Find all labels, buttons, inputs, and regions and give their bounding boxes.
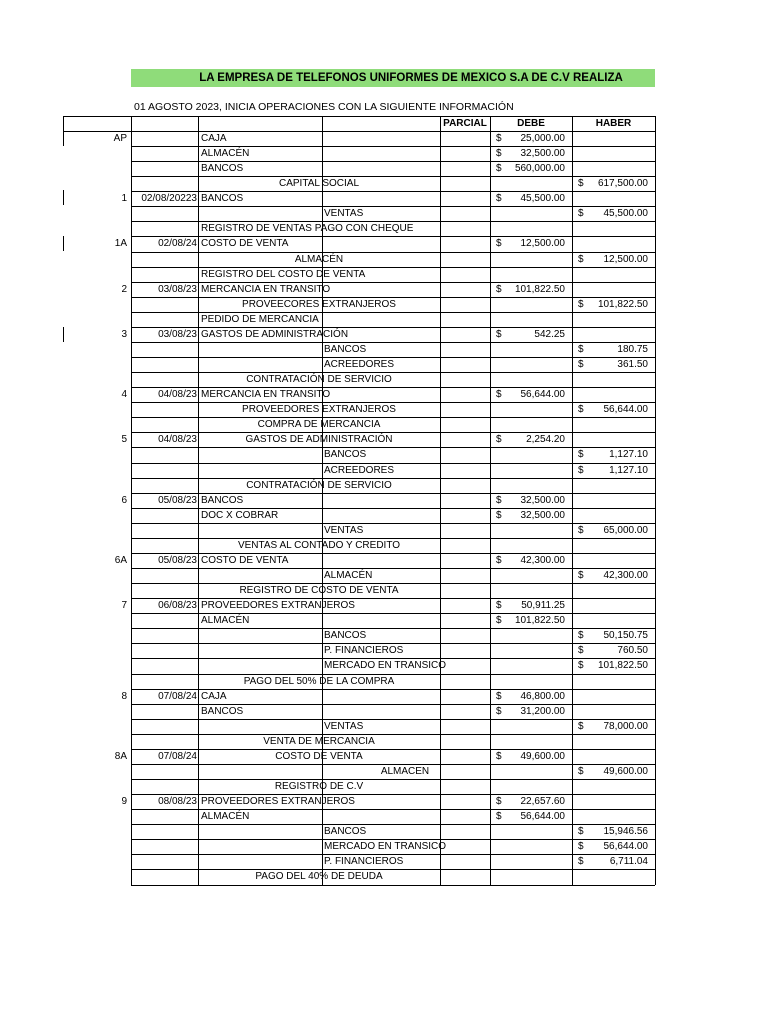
margin-mark xyxy=(63,236,64,251)
account-name: DOC X COBRAR xyxy=(201,509,279,521)
debe-currency: $ xyxy=(496,705,502,717)
entry-ref: 8A xyxy=(114,750,127,762)
entry-date: 02/08/24 xyxy=(158,238,197,250)
haber-currency: $ xyxy=(578,524,584,536)
centered-label: CONTRATACIÓN DE SERVICIO xyxy=(246,374,392,386)
haber-amount: 760.50 xyxy=(617,645,648,657)
debe-amount: 560,000.00 xyxy=(514,163,565,175)
haber-amount: 180.75 xyxy=(617,343,648,355)
debe-currency: $ xyxy=(496,238,502,250)
debe-amount: 25,000.00 xyxy=(520,133,565,144)
centered-label: PROVEECORES EXTRANJEROS xyxy=(242,298,396,310)
centered-label: PAGO DEL 40% DE DEUDA xyxy=(255,871,383,883)
credit-account-name: BANCOS xyxy=(324,449,367,461)
debe-currency: $ xyxy=(496,796,502,808)
haber-amount: 6,711.04 xyxy=(609,856,648,868)
credit-account-name: ALMACÉN xyxy=(324,570,373,582)
entry-ref: 6A xyxy=(114,554,127,566)
account-name: COSTO DE VENTA xyxy=(201,238,289,250)
haber-amount: 65,000.00 xyxy=(603,524,648,536)
entry-ref: 6 xyxy=(121,494,127,506)
account-name: BANCOS xyxy=(201,494,244,506)
debe-amount: 2,254.20 xyxy=(526,434,565,446)
header-col-line-4 xyxy=(440,116,441,131)
debe-amount: 32,500.00 xyxy=(520,494,565,506)
debe-currency: $ xyxy=(496,750,502,762)
debe-amount: 101,822.50 xyxy=(514,615,565,627)
haber-amount: 1,127.10 xyxy=(609,464,648,476)
debe-amount: 56,644.00 xyxy=(520,389,565,401)
entry-date: 04/08/23 xyxy=(158,434,197,446)
haber-amount: 49,600.00 xyxy=(603,765,648,777)
col-line-6 xyxy=(655,131,656,885)
account-name: ALMACÉN xyxy=(201,811,250,823)
debe-amount: 101,822.50 xyxy=(514,283,565,295)
entry-ref: 9 xyxy=(121,796,127,808)
credit-account-name: VENTAS xyxy=(324,720,364,732)
entry-ref: AP xyxy=(113,133,127,144)
account-name: GASTOS DE ADMINISTRACIÓN xyxy=(201,328,349,340)
account-name: MERCANCIA EN TRANSITO xyxy=(201,283,331,295)
credit-account-name: MERCADO EN TRANSICO xyxy=(324,660,447,672)
header-parcial: PARCIAL xyxy=(443,118,487,129)
account-name: PEDIDO DE MERCANCIA xyxy=(201,313,319,325)
debe-currency: $ xyxy=(496,148,502,160)
account-name: PROVEEDORES EXTRANJEROS xyxy=(201,600,355,612)
credit-account-name: BANCOS xyxy=(324,826,367,838)
centered-label: CONTRATACIÓN DE SERVICIO xyxy=(246,479,392,491)
credit-account-name: P. FINANCIEROS xyxy=(324,645,404,657)
debe-currency: $ xyxy=(496,509,502,521)
debe-amount: 32,500.00 xyxy=(520,509,565,521)
entry-date: 07/08/24 xyxy=(158,690,197,702)
entry-date: 06/08/23 xyxy=(158,600,197,612)
entry-ref: 8 xyxy=(121,690,127,702)
haber-amount: 78,000.00 xyxy=(603,720,648,732)
header-col-line-1 xyxy=(131,116,132,131)
debe-currency: $ xyxy=(496,554,502,566)
entry-date: 08/08/23 xyxy=(158,796,197,808)
debe-amount: 12,500.00 xyxy=(520,238,565,250)
centered-label: CAPITAL SOCIAL xyxy=(278,178,360,190)
account-name: ALMACÉN xyxy=(201,148,250,160)
debe-currency: $ xyxy=(496,283,502,295)
centered-label: PROVEEDORES EXTRANJEROS xyxy=(242,404,396,416)
haber-amount: 42,300.00 xyxy=(603,570,648,582)
centered-label: VENTA DE MERCANCIA xyxy=(263,735,375,747)
centered-label: REGISTRO DE COSTO DE VENTA xyxy=(239,585,399,597)
header-col-line-0 xyxy=(63,116,64,131)
entry-date: 02/08/20223 xyxy=(141,193,197,205)
credit-account-name: ACREEDORES xyxy=(324,464,395,476)
haber-amount: 45,500.00 xyxy=(603,208,648,220)
debe-amount: 32,500.00 xyxy=(520,148,565,160)
credit-account-name: ACREEDORES xyxy=(324,359,395,371)
account-name: COSTO DE VENTA xyxy=(201,554,289,566)
header-haber: HABER xyxy=(595,118,632,129)
entry-ref: 3 xyxy=(121,328,127,340)
debe-currency: $ xyxy=(496,690,502,702)
haber-currency: $ xyxy=(578,404,584,416)
debe-currency: $ xyxy=(496,389,502,401)
account-name: PROVEEDORES EXTRANJEROS xyxy=(201,796,355,808)
debe-amount: 42,300.00 xyxy=(520,554,565,566)
entry-ref: 5 xyxy=(121,434,127,446)
centered-label: ALMACEN xyxy=(380,765,430,777)
entry-ref: 1 xyxy=(121,193,127,205)
header-col-line-2 xyxy=(198,116,199,131)
haber-currency: $ xyxy=(578,841,584,853)
entry-ref: 2 xyxy=(121,283,127,295)
centered-label: ALMACÉN xyxy=(294,253,344,265)
debe-currency: $ xyxy=(496,434,502,446)
debe-currency: $ xyxy=(496,133,502,144)
haber-amount: 15,946.56 xyxy=(603,826,648,838)
haber-currency: $ xyxy=(578,178,584,190)
credit-account-name: BANCOS xyxy=(324,630,367,642)
haber-currency: $ xyxy=(578,826,584,838)
debe-amount: 46,800.00 xyxy=(520,690,565,702)
haber-currency: $ xyxy=(578,464,584,476)
haber-currency: $ xyxy=(578,630,584,642)
header-col-line-6 xyxy=(572,116,573,131)
debe-currency: $ xyxy=(496,494,502,506)
haber-amount: 101,822.50 xyxy=(597,298,648,310)
centered-label: REGISTRO DE C.V xyxy=(274,781,364,792)
centered-label: COMPRA DE MERCANCIA xyxy=(257,419,381,431)
centered-label: GASTOS DE ADMINISTRACIÓN xyxy=(245,434,393,446)
debe-amount: 45,500.00 xyxy=(520,193,565,205)
haber-currency: $ xyxy=(578,208,584,220)
credit-account-name: P. FINANCIEROS xyxy=(324,856,404,868)
debe-amount: 49,600.00 xyxy=(520,750,565,762)
account-name: CAJA xyxy=(201,133,227,144)
account-name: CAJA xyxy=(201,690,227,702)
haber-amount: 56,644.00 xyxy=(603,404,648,416)
centered-label: PAGO DEL 50% DE LA COMPRA xyxy=(243,675,395,687)
haber-amount: 50,150.75 xyxy=(603,630,648,642)
haber-currency: $ xyxy=(578,570,584,582)
haber-amount: 56,644.00 xyxy=(603,841,648,853)
entry-date: 03/08/23 xyxy=(158,283,197,295)
margin-mark xyxy=(63,327,64,342)
debe-currency: $ xyxy=(496,615,502,627)
entry-ref: 4 xyxy=(121,389,127,401)
entry-date: 07/08/24 xyxy=(158,750,197,762)
haber-currency: $ xyxy=(578,765,584,777)
haber-currency: $ xyxy=(578,449,584,461)
credit-account-name: VENTAS xyxy=(324,208,364,220)
haber-currency: $ xyxy=(578,645,584,657)
haber-amount: 101,822.50 xyxy=(597,660,648,672)
margin-mark xyxy=(63,131,64,146)
debe-amount: 22,657.60 xyxy=(520,796,565,808)
haber-amount: 617,500.00 xyxy=(597,178,648,190)
credit-account-name: BANCOS xyxy=(324,343,367,355)
entry-date: 05/08/23 xyxy=(158,494,197,506)
haber-currency: $ xyxy=(578,343,584,355)
entry-date: 04/08/23 xyxy=(158,389,197,401)
header-col-line-3 xyxy=(322,116,323,131)
haber-amount: 361.50 xyxy=(617,359,648,371)
haber-amount: 1,127.10 xyxy=(609,449,648,461)
debe-amount: 50,911.25 xyxy=(521,600,565,612)
account-name: BANCOS xyxy=(201,705,244,717)
account-name: MERCANCIA EN TRANSITO xyxy=(201,389,331,401)
debe-currency: $ xyxy=(496,163,502,175)
haber-currency: $ xyxy=(578,720,584,732)
account-name: REGISTRO DEL COSTO DE VENTA xyxy=(201,268,366,280)
account-name: BANCOS xyxy=(201,163,244,175)
header-col-line-7 xyxy=(655,116,656,131)
haber-currency: $ xyxy=(578,660,584,672)
subtitle: 01 AGOSTO 2023, INICIA OPERACIONES CON LA SIGUIENTE INFORMACIÓN xyxy=(134,101,514,113)
haber-currency: $ xyxy=(578,856,584,868)
entry-ref: 7 xyxy=(121,600,127,612)
debe-currency: $ xyxy=(496,328,502,340)
credit-account-name: VENTAS xyxy=(324,524,364,536)
header-debe: DEBE xyxy=(517,118,545,129)
margin-mark xyxy=(63,190,64,205)
account-name: REGISTRO DE VENTAS PAGO CON CHEQUE xyxy=(201,223,414,235)
debe-amount: 31,200.00 xyxy=(520,705,565,717)
row-border xyxy=(131,885,655,886)
centered-label: VENTAS AL CONTADO Y CREDITO xyxy=(237,539,401,551)
header-col-line-5 xyxy=(490,116,491,131)
haber-amount: 12,500.00 xyxy=(603,253,648,265)
account-name: ALMACÉN xyxy=(201,615,250,627)
debe-amount: 542.25 xyxy=(534,328,565,340)
entry-ref: 1A xyxy=(114,238,127,250)
credit-account-name: MERCADO EN TRANSICO xyxy=(324,841,447,853)
debe-currency: $ xyxy=(496,811,502,823)
haber-currency: $ xyxy=(578,253,584,265)
header-bottom-border xyxy=(63,131,655,132)
centered-label: COSTO DE VENTA xyxy=(275,750,363,762)
debe-currency: $ xyxy=(496,193,502,205)
account-name: BANCOS xyxy=(201,193,244,205)
entry-date: 03/08/23 xyxy=(158,328,197,340)
haber-currency: $ xyxy=(578,359,584,371)
entry-date: 05/08/23 xyxy=(158,554,197,566)
page-title: LA EMPRESA DE TELEFONOS UNIFORMES DE MEXICO S.A DE C.V REALIZA xyxy=(199,72,623,84)
debe-currency: $ xyxy=(496,600,502,612)
debe-amount: 56,644.00 xyxy=(520,811,565,823)
haber-currency: $ xyxy=(578,298,584,310)
